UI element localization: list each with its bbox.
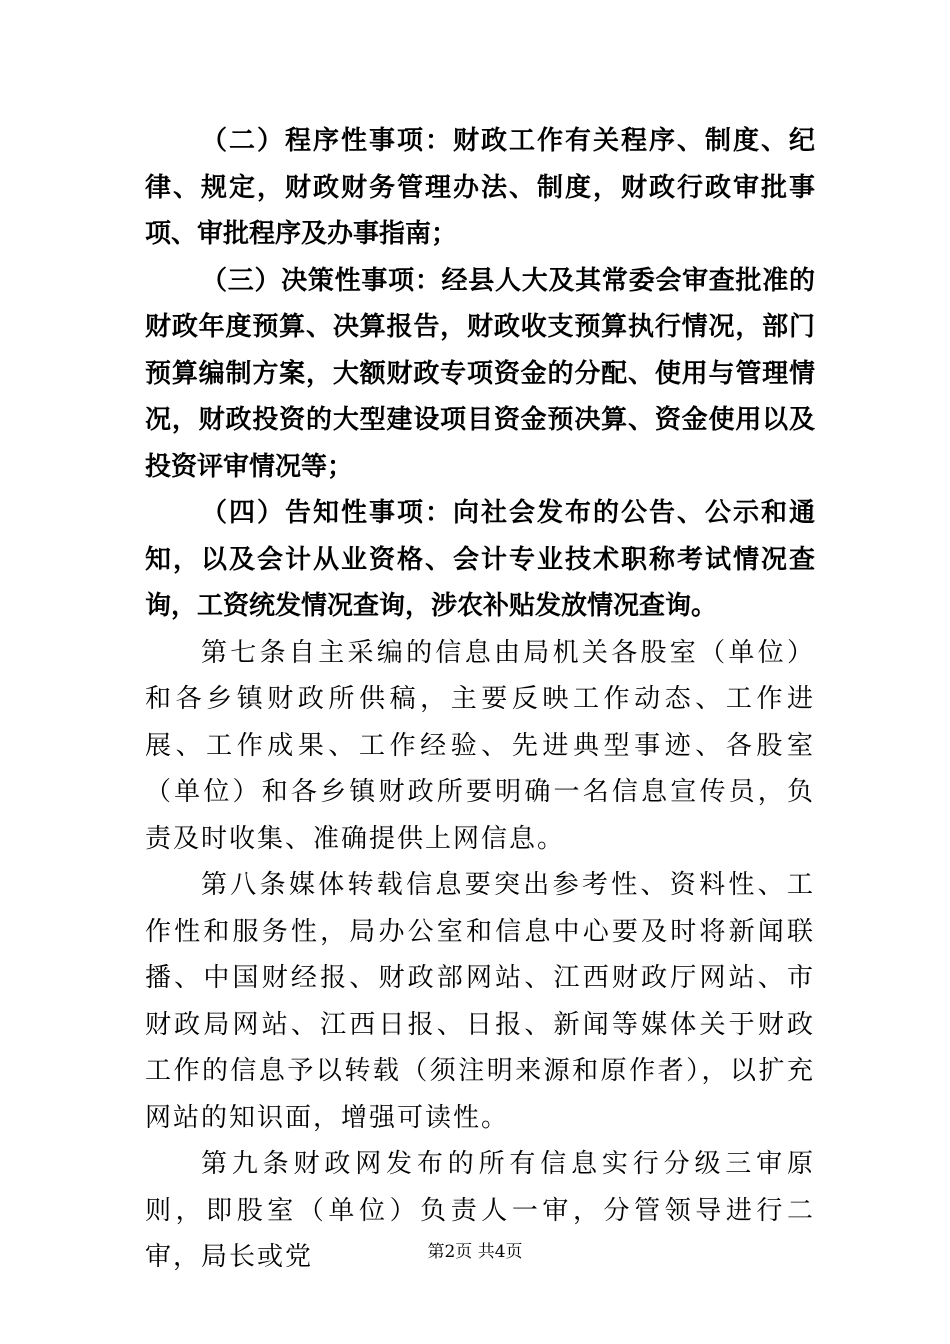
document-body [145,118,815,1281]
paragraph-decision-items: （三）决策性事项：经县人大及其常委会审查批准的财政年度预算、决算报告，财政收支预算执行情况，部门预算编制方案，大额财政专项资金的分配、使用与管理情况，财政投资的大型建设项目资金预决算、资金使用以及投资评审情况等； [145,265,815,482]
page-number-footer: 第2页 共4页 [427,1242,523,1262]
paragraph-article-7: 第七条自主采编的信息由局机关各股室（单位）和各乡镇财政所供稿，主要反映工作动态、工作进展、工作成果、工作经验、先进典型事迹、各股室（单位）和各乡镇财政所要明确一名信息宣传员，负责及时收集、准确提供上网信息。 [145,637,815,854]
paragraph-article-9: 第九条财政网发布的所有信息实行分级三审原则，即股室（单位）负责人一审，分管领导进行二审，局长或党 [145,1149,815,1272]
paragraph-article-8: 第八条媒体转载信息要突出参考性、资料性、工作性和服务性，局办公室和信息中心要及时将新闻联播、中国财经报、财政部网站、江西财政厅网站、市财政局网站、江西日报、日报、新闻等媒体关于财政工作的信息予以转载（须注明来源和原作者），以扩充网站的知识面，增强可读性。 [145,870,815,1133]
paragraph-notification-items: （四）告知性事项：向社会发布的公告、公示和通知，以及会计从业资格、会计专业技术职称考试情况查询，工资统发情况查询，涉农补贴发放情况查询。 [145,498,815,621]
paragraph-procedural-items: （二）程序性事项：财政工作有关程序、制度、纪律、规定，财政财务管理办法、制度，财政行政审批事项、审批程序及办事指南； [145,126,815,249]
